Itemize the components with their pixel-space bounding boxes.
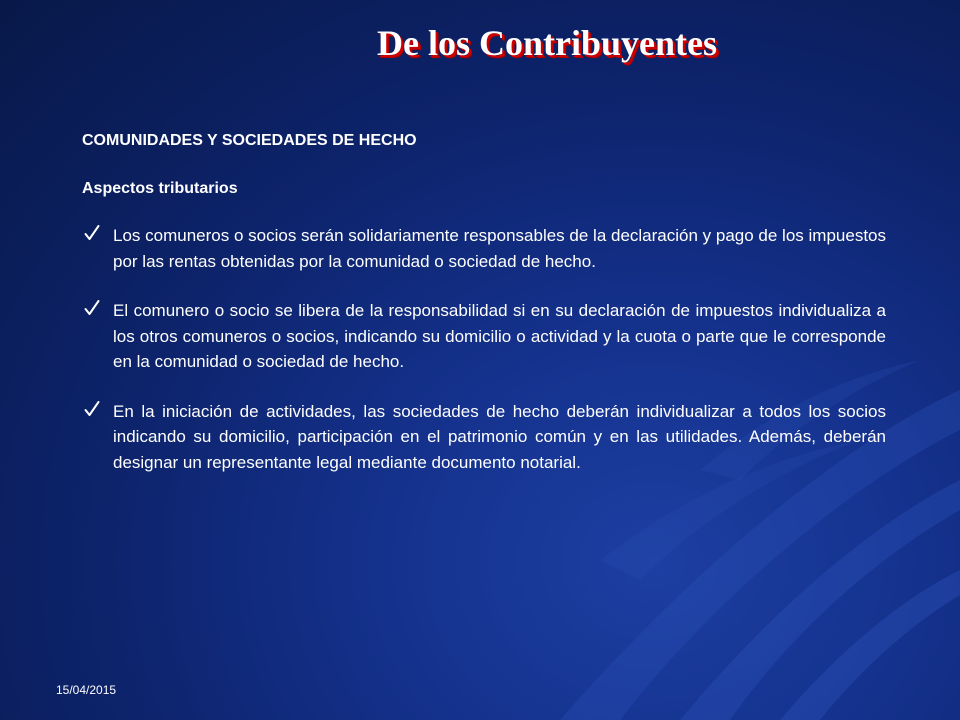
bullet-text: El comunero o socio se libera de la responsabilidad si en su declaración de impuestos individualiza a los otros comuneros o socios, indicando su domicilio o actividad y la cuota o parte que le corresponde en la comunidad o sociedad de hecho.	[113, 301, 886, 371]
section-subheading: Aspectos tributarios	[82, 179, 238, 197]
footer-date: 15/04/2015	[56, 683, 117, 697]
bullet-list	[82, 223, 886, 475]
bullet-item	[82, 298, 886, 375]
section-heading: COMUNIDADES Y SOCIEDADES DE HECHO	[82, 132, 417, 149]
checkmark-icon	[84, 400, 100, 418]
checkmark-icon	[84, 299, 100, 317]
bullet-text: Los comuneros o socios serán solidariamente responsables de la declaración y pago de los impuestos por las rentas obtenidas por la comunidad o sociedad de hecho.	[113, 226, 886, 271]
bullet-item	[82, 223, 886, 274]
slide-title: De los Contribuyentes	[377, 23, 717, 63]
bullet-text: En la iniciación de actividades, las sociedades de hecho deberán individualizar a todos los socios indicando su domicilio, participación en el patrimonio común y en las utilidades. Además, deberán designar un representante legal mediante documento notarial.	[113, 401, 886, 472]
checkmark-icon	[84, 224, 100, 242]
slide-content	[82, 128, 886, 499]
bullet-item	[82, 399, 886, 476]
